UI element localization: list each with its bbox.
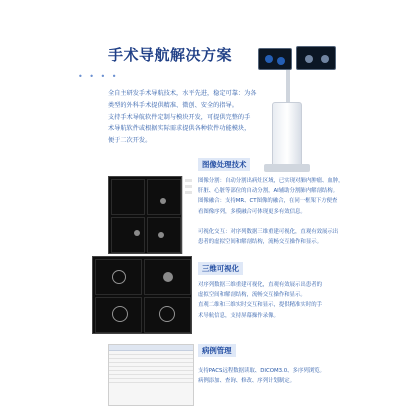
viewport <box>144 259 191 295</box>
case-management-text <box>198 366 370 386</box>
intro-line: 全自主研发手术导航技术，水平先进，稳定可靠：为各 <box>108 90 257 97</box>
sidebar-line <box>185 191 192 194</box>
image-processing-text <box>198 176 370 247</box>
screenshot-sidebar <box>182 176 194 254</box>
viewport <box>111 217 145 253</box>
device-cart <box>272 102 302 172</box>
intro-line: 类型的外科手术提供精准、微创、安全的指导。 <box>108 101 238 109</box>
viewport <box>95 259 142 295</box>
skull-outline <box>159 306 175 322</box>
text-line: 患者的虚拟空间和解剖结构，流畅交互操作和显示。 <box>198 239 322 246</box>
text-line: 对序列数据三维重建可视化，直观有效展示出患者的 <box>198 282 322 288</box>
table-row <box>109 379 193 383</box>
viewport <box>147 179 181 215</box>
viewport <box>147 217 181 253</box>
scan-glow <box>265 55 273 63</box>
3d-visualization-text <box>198 280 370 321</box>
section-label-3d-visualization: 三维可视化 <box>198 262 243 275</box>
skull-outline <box>112 270 126 284</box>
text-line: 术导航信息，支持屏幕操作录像。 <box>198 312 279 319</box>
skull-outline <box>112 306 128 322</box>
anatomy-blob <box>160 198 166 204</box>
scan-glow <box>321 55 329 63</box>
text-line: 肝脏、心脏等部位的自动分割，AI辅助分割肺内解剖结构。 <box>198 188 339 195</box>
text-line: 可视化交互：对序列数据三维重建可视化，直观有效展示出 <box>198 228 339 235</box>
anatomy-blob <box>158 232 164 238</box>
section-label-case-management: 病例管理 <box>198 344 236 357</box>
intro-line: 术导航软件或根据实际需求提供各种软件功能模块， <box>108 125 251 133</box>
viewport <box>144 297 191 333</box>
case-management-screenshot <box>108 344 194 406</box>
text-line: 支持PACS远程数据读取、DICOM3.0、多序列浏览。 <box>198 368 325 374</box>
text-line: 图像分割：自动分割出病灶区域，已实现对肺内肿瘤、血肿， <box>198 178 344 184</box>
viewport <box>95 297 142 333</box>
page-title: 手术导航解决方案 <box>108 46 233 64</box>
device-arm <box>286 70 290 104</box>
scan-glow <box>277 57 285 65</box>
3d-visualization-screenshot <box>92 256 192 334</box>
sidebar-line <box>185 179 192 182</box>
text-line: 病例添加、查询、修改、序列计划制定。 <box>198 378 296 385</box>
intro-line: 支持手术导航软件定制与模块开发，可提供完整的手 <box>108 113 251 121</box>
anatomy-blob <box>163 272 173 282</box>
decorative-dots: • • • • <box>78 72 119 81</box>
device-base <box>264 164 310 172</box>
text-line: 图像融合：支持MR、CT图像的融合，在同一框架下方便查 <box>198 198 338 205</box>
intro-line: 便于二次开发。 <box>108 137 152 145</box>
sidebar-line <box>185 185 192 188</box>
scan-glow <box>305 55 313 63</box>
text-line <box>198 217 370 227</box>
text-line: 虚拟空间和解剖结构，流畅交互操作和显示。 <box>198 292 306 299</box>
text-line: 看图像序列，多模融合可体现更多有效信息。 <box>198 208 306 215</box>
image-processing-screenshot <box>108 176 182 254</box>
navigation-device-illustration <box>250 42 340 172</box>
device-screen-right <box>296 46 336 70</box>
section-label-image-processing: 图像处理技术 <box>198 158 250 171</box>
viewport <box>111 179 145 215</box>
anatomy-blob <box>134 230 140 236</box>
device-screen-left <box>258 48 292 70</box>
text-line: 直观二维和三维实时交互和显示，提供精准实时的手 <box>198 302 322 309</box>
